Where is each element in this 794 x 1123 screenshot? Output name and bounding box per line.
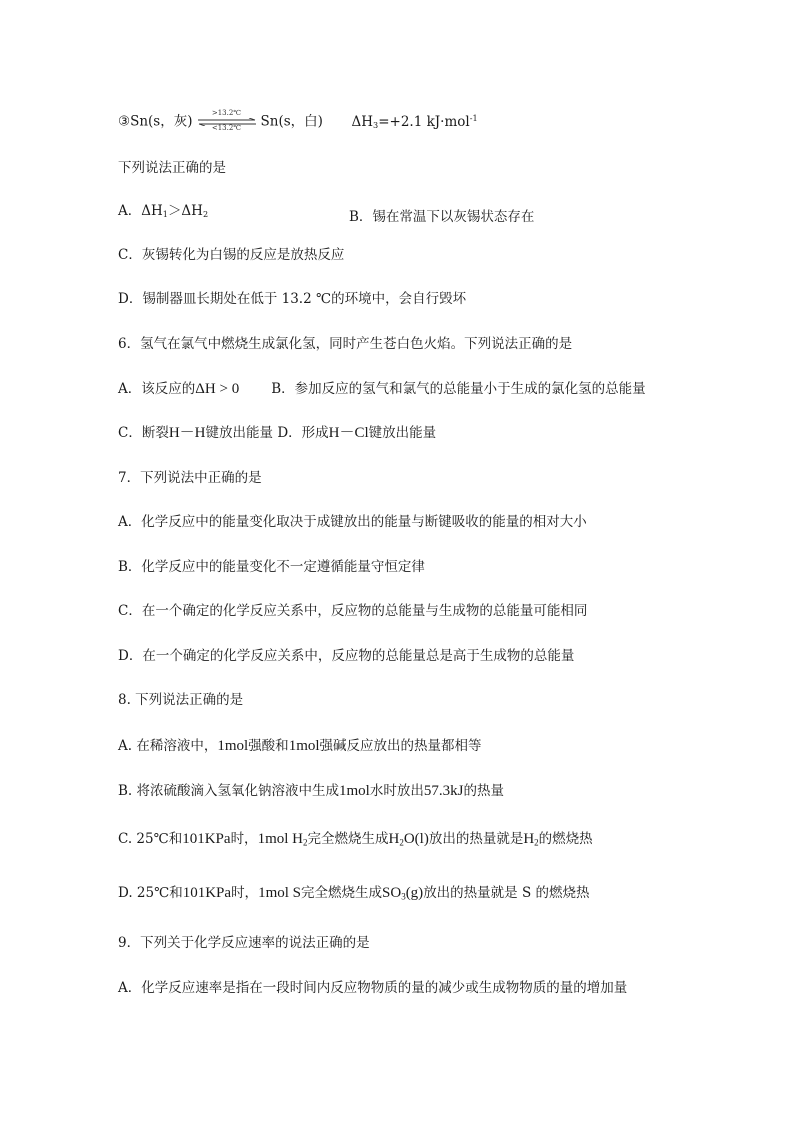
q6-option-a: A．该反应的ΔH > 0 <box>118 381 240 397</box>
q8-stem: 8. 下列说法正确的是 <box>118 692 244 708</box>
q6-option-b: B．参加反应的氢气和氯气的总能量小于生成的氯化氢的总能量 <box>271 381 646 397</box>
q8-option-c: C. 25℃和101KPa时，1mol $H_2$完全燃烧生成$H_2O(l)$放出的热量就是$H_2$的燃烧热 <box>118 831 593 848</box>
q5-stem: 下列说法正确的是 <box>118 160 226 176</box>
q6-options-ab <box>118 382 646 397</box>
equation-3 <box>118 111 478 133</box>
q7-stem: 7．下列说法中正确的是 <box>118 470 262 486</box>
eq3-arrow-top-label: >13.2℃ <box>211 109 242 117</box>
q9-option-a: A．化学反应速率是指在一段时间内反应物物质的量的减少或生成物物质的量的增加量 <box>118 980 628 996</box>
eq3-arrow-bottom-label: <13.2℃ <box>211 124 242 132</box>
q8-option-b: B. 将浓硫酸滴入氢氧化钠溶液中生成1mol水时放出57.3kJ的热量 <box>118 783 504 799</box>
q6-option-d: D．形成H－Cl键放出能量 <box>277 425 437 441</box>
q6-option-c: C．断裂H－H键放出能量 <box>118 425 274 441</box>
q6-options-cd <box>118 426 436 441</box>
eq3-reactant: ③Sn(s，灰) <box>118 113 193 130</box>
q8-option-d: D. 25℃和101KPa时，1mol S完全燃烧生成$SO_3(g)$放出的热量就是 S 的燃烧热 <box>118 885 590 902</box>
q5-option-d: D．锡制器皿长期处在低于 13.2 ℃的环境中，会自行毁坏 <box>118 291 467 307</box>
q7-option-b: B．化学反应中的能量变化不一定遵循能量守恒定律 <box>118 559 425 575</box>
eq3-product: Sn(s，白) <box>260 113 323 130</box>
q7-option-c: C．在一个确定的化学反应关系中，反应物的总能量与生成物的总能量可能相同 <box>118 603 588 619</box>
eq3-enthalpy: $\Delta H_3=+2.1$ kJ·mol$^{-1}$ <box>351 112 478 130</box>
equilibrium-arrow-icon <box>197 111 257 133</box>
q5-option-b: B．锡在常温下以灰锡状态存在 <box>349 209 535 225</box>
q5-option-a: A．$\Delta H_1>\Delta H_2$ <box>118 203 209 220</box>
q5-option-c: C．灰锡转化为白锡的反应是放热反应 <box>118 247 345 263</box>
q9-stem: 9．下列关于化学反应速率的说法正确的是 <box>118 935 370 951</box>
q8-option-a: A. 在稀溶液中，1mol强酸和1mol强碱反应放出的热量都相等 <box>118 738 482 754</box>
q6-stem: 6．氢气在氯气中燃烧生成氯化氢，同时产生苍白色火焰。下列说法正确的是 <box>118 336 573 352</box>
q7-option-d: D．在一个确定的化学反应关系中，反应物的总能量总是高于生成物的总能量 <box>118 648 575 664</box>
q7-option-a: A．化学反应中的能量变化取决于成键放出的能量与断键吸收的能量的相对大小 <box>118 514 587 530</box>
